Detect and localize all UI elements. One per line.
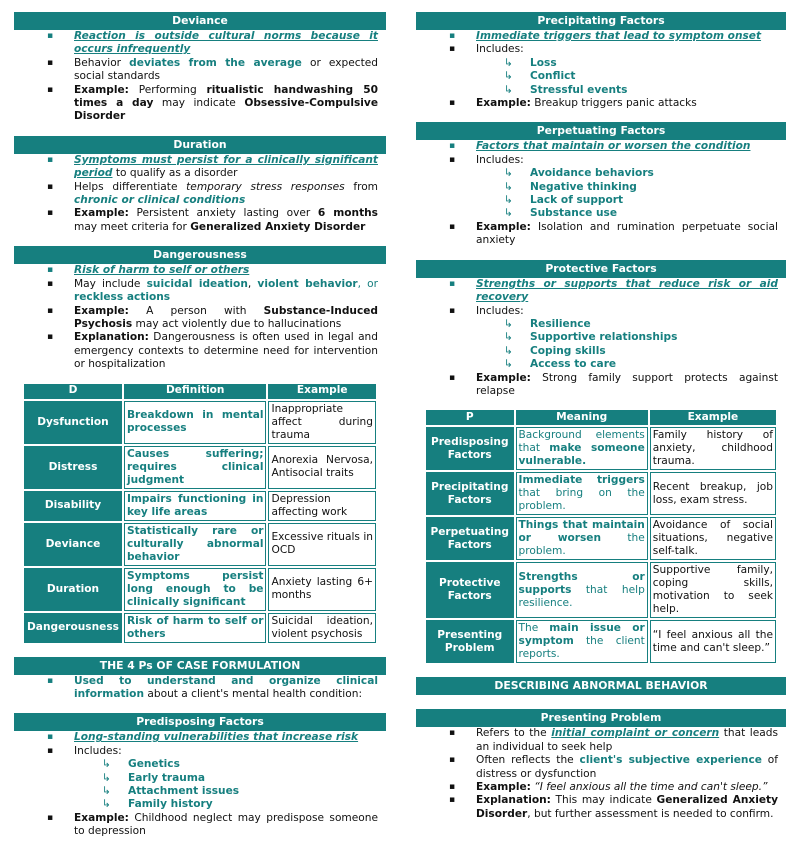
table-key-cell: Disability	[24, 491, 122, 521]
table-example-cell: Anxiety lasting 6+ months	[268, 568, 376, 611]
table-row	[24, 401, 376, 444]
table-key-cell: Duration	[24, 568, 122, 611]
table-row	[426, 562, 776, 618]
table-header-cell: Definition	[124, 384, 267, 399]
predisposing-header: Predisposing Factors	[14, 713, 386, 731]
table-row	[426, 427, 776, 470]
four-ps-table	[424, 408, 778, 665]
presenting-bullet-2: ▪ Often reflects the client's subjective experience of distress or dysfunction	[416, 754, 786, 781]
table-meaning-cell: The main issue or symptom the client reports.	[516, 620, 648, 663]
list-item: ↳ Family history	[102, 798, 378, 811]
presenting-explanation: ▪ Explanation: This may indicate Generalized Anxiety Disorder, but further assessment is needed to confirm.	[416, 794, 786, 821]
predisposing-bullet-1: ▪ Long-standing vulnerabilities that increase risk	[14, 731, 386, 744]
table-example-cell: Inappropriate affect during trauma	[268, 401, 376, 444]
list-item: ↳ Conflict	[504, 70, 778, 83]
presenting-bullet-1: ▪ Refers to the initial complaint or concern that leads an individual to seek help	[416, 727, 786, 754]
deviance-bullet-1: ▪ Reaction is outside cultural norms because it occurs infrequently	[14, 30, 386, 57]
precipitating-example: ▪ Example: Breakup triggers panic attacks	[416, 97, 786, 110]
perpetuating-includes: ▪ Includes: ↳ Avoidance behaviors ↳ Negative thinking ↳ Lack of support ↳ Substance use	[416, 154, 786, 221]
protective-example: ▪ Example: Strong family support protects against relapse	[416, 372, 786, 399]
deviance-bullet-2: ▪ Behavior deviates from the average or expected social standards	[14, 57, 386, 84]
table-row	[24, 568, 376, 611]
table-row	[24, 491, 376, 521]
table-row	[426, 517, 776, 560]
table-meaning-cell: Things that maintain or worsen the problem.	[516, 517, 648, 560]
list-item: ↳ Resilience	[504, 318, 778, 331]
table-header-cell: D	[24, 384, 122, 399]
precipitating-header: Precipitating Factors	[416, 12, 786, 30]
table-header-cell: P	[426, 410, 514, 425]
presenting-section	[416, 709, 786, 821]
list-item: ↳ Substance use	[504, 207, 778, 220]
list-item: ↳ Avoidance behaviors	[504, 167, 778, 180]
list-item: ↳ Stressful events	[504, 84, 778, 97]
dangerousness-explanation: ▪ Explanation: Dangerousness is often used in legal and emergency contexts to determine need for intervention or hospitalization	[14, 331, 386, 371]
list-item: ↳ Attachment issues	[102, 785, 378, 798]
duration-bullet-1: ▪ Symptoms must persist for a clinically significant period to qualify as a disorder	[14, 154, 386, 181]
describing-section	[416, 677, 786, 695]
table-key-cell: Protective Factors	[426, 562, 514, 618]
table-example-cell: “I feel anxious all the time and can't sleep.”	[650, 620, 776, 663]
table-definition-cell: Statistically rare or culturally abnormal behavior	[124, 523, 267, 566]
table-key-cell: Predisposing Factors	[426, 427, 514, 470]
table-row	[24, 523, 376, 566]
table-meaning-cell: Immediate triggers that bring on the problem.	[516, 472, 648, 515]
table-header-cell: Example	[268, 384, 376, 399]
describing-header: DESCRIBING ABNORMAL BEHAVIOR	[416, 677, 786, 695]
table-key-cell: Dysfunction	[24, 401, 122, 444]
list-item: ↳ Access to care	[504, 358, 778, 371]
table-definition-cell: Breakdown in mental processes	[124, 401, 267, 444]
table-key-cell: Deviance	[24, 523, 122, 566]
table-example-cell: Recent breakup, job loss, exam stress.	[650, 472, 776, 515]
table-meaning-cell: Strengths or supports that help resilience.	[516, 562, 648, 618]
duration-header: Duration	[14, 136, 386, 154]
table-key-cell: Precipitating Factors	[426, 472, 514, 515]
table-row	[426, 472, 776, 515]
predisposing-includes: ▪ Includes: ↳ Genetics ↳ Early trauma ↳ Attachment issues ↳ Family history	[14, 745, 386, 812]
table-row	[24, 613, 376, 643]
table-example-cell: Anorexia Nervosa, Antisocial traits	[268, 446, 376, 489]
table-header-cell: Meaning	[516, 410, 648, 425]
predisposing-example: ▪ Example: Childhood neglect may predispose someone to depression	[14, 812, 386, 839]
table-definition-cell: Causes suffering; requires clinical judgment	[124, 446, 267, 489]
table-example-cell: Excessive rituals in OCD	[268, 523, 376, 566]
perpetuating-example: ▪ Example: Isolation and rumination perpetuate social anxiety	[416, 221, 786, 248]
perpetuating-section	[416, 122, 786, 247]
table-example-cell: Avoidance of social situations, negative self-talk.	[650, 517, 776, 560]
dangerousness-section	[14, 246, 386, 371]
table-example-cell: Suicidal ideation, violent psychosis	[268, 613, 376, 643]
four-ps-bullet: ▪ Used to understand and organize clinical information about a client's mental health condition:	[14, 675, 386, 702]
dangerousness-bullet-2: ▪ May include suicidal ideation, violent behavior, or reckless actions	[14, 278, 386, 305]
four-ps-header: THE 4 Ps OF CASE FORMULATION	[14, 657, 386, 675]
table-example-cell: Depression affecting work	[268, 491, 376, 521]
protective-includes: ▪ Includes: ↳ Resilience ↳ Supportive relationships ↳ Coping skills ↳ Access to care	[416, 305, 786, 372]
precipitating-bullet-1: ▪ Immediate triggers that lead to symptom onset	[416, 30, 786, 43]
left-column	[14, 12, 386, 851]
duration-section	[14, 136, 386, 234]
deviance-section	[14, 12, 386, 124]
list-item: ↳ Negative thinking	[504, 181, 778, 194]
duration-example: ▪ Example: Persistent anxiety lasting over 6 months may meet criteria for Generalized Anxiety Disorder	[14, 207, 386, 234]
list-item: ↳ Supportive relationships	[504, 331, 778, 344]
table-row	[426, 620, 776, 663]
dangerousness-example: ▪ Example: A person with Substance-Induced Psychosis may act violently due to hallucinations	[14, 305, 386, 332]
dangerousness-header: Dangerousness	[14, 246, 386, 264]
deviance-header: Deviance	[14, 12, 386, 30]
perpetuating-bullet-1: ▪ Factors that maintain or worsen the condition	[416, 140, 786, 153]
list-item: ↳ Lack of support	[504, 194, 778, 207]
deviance-example: ▪ Example: Performing ritualistic handwashing 50 times a day may indicate Obsessive-Compulsive Disorder	[14, 84, 386, 124]
table-header-cell: Example	[650, 410, 776, 425]
precipitating-section	[416, 12, 786, 110]
precipitating-includes: ▪ Includes: ↳ Loss ↳ Conflict ↳ Stressful events	[416, 43, 786, 97]
table-key-cell: Dangerousness	[24, 613, 122, 643]
protective-section	[416, 260, 786, 399]
table-definition-cell: Risk of harm to self or others	[124, 613, 267, 643]
table-row	[24, 446, 376, 489]
list-item: ↳ Loss	[504, 57, 778, 70]
table-meaning-cell: Background elements that make someone vulnerable.	[516, 427, 648, 470]
list-item: ↳ Genetics	[102, 758, 378, 771]
table-key-cell: Distress	[24, 446, 122, 489]
table-key-cell: Perpetuating Factors	[426, 517, 514, 560]
protective-bullet-1: ▪ Strengths or supports that reduce risk or aid recovery	[416, 278, 786, 305]
perpetuating-header: Perpetuating Factors	[416, 122, 786, 140]
duration-bullet-2: ▪ Helps differentiate temporary stress responses from chronic or clinical conditions	[14, 181, 386, 208]
table-example-cell: Supportive family, coping skills, motivation to seek help.	[650, 562, 776, 618]
presenting-example: ▪ Example: “I feel anxious all the time and can't sleep.”	[416, 781, 786, 794]
presenting-header: Presenting Problem	[416, 709, 786, 727]
predisposing-section	[14, 713, 386, 838]
table-example-cell: Family history of anxiety, childhood trauma.	[650, 427, 776, 470]
dangerousness-bullet-1: ▪ Risk of harm to self or others	[14, 264, 386, 277]
table-header-row	[426, 410, 776, 425]
table-key-cell: Presenting Problem	[426, 620, 514, 663]
table-definition-cell: Impairs functioning in key life areas	[124, 491, 267, 521]
right-column	[416, 12, 786, 833]
table-header-row	[24, 384, 376, 399]
six-ds-table	[22, 382, 378, 645]
list-item: ↳ Coping skills	[504, 345, 778, 358]
four-ps-section	[14, 657, 386, 702]
table-definition-cell: Symptoms persist long enough to be clinically significant	[124, 568, 267, 611]
list-item: ↳ Early trauma	[102, 772, 378, 785]
protective-header: Protective Factors	[416, 260, 786, 278]
